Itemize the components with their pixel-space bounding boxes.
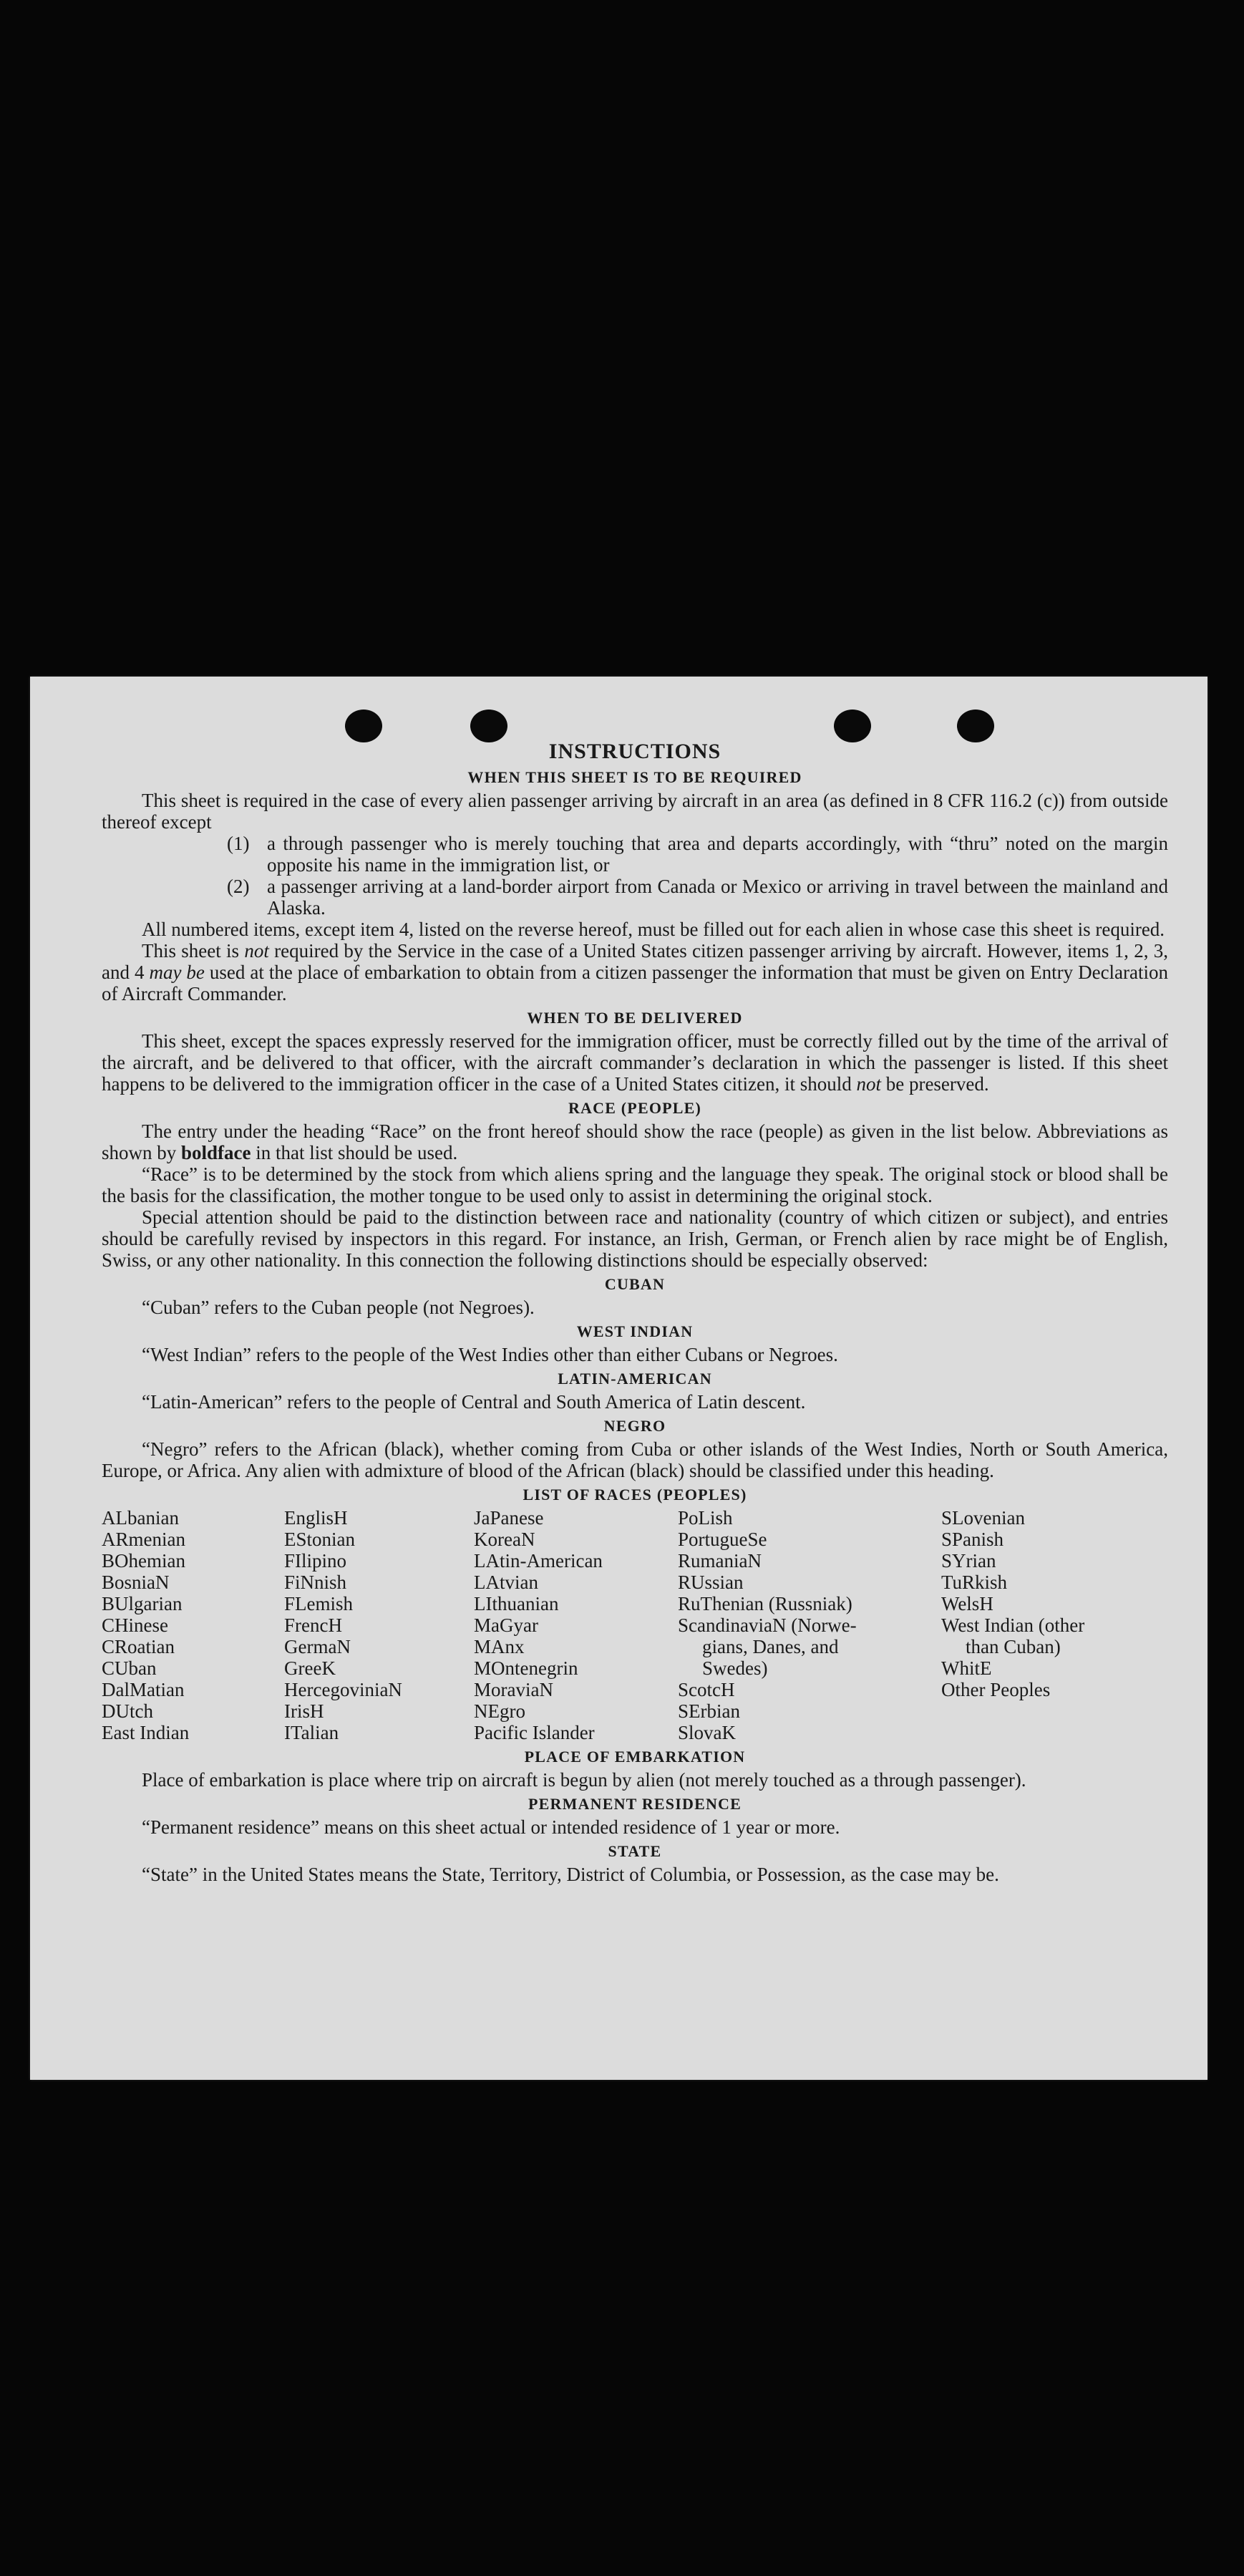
race-entry: LAtin-American: [474, 1550, 603, 1572]
race-entry: gians, Danes, and: [702, 1636, 839, 1657]
paragraph-latin-american: “Latin-American” refers to the people of Central and South America of Latin descent.: [142, 1391, 806, 1413]
heading-when-delivered: WHEN TO BE DELIVERED: [527, 1009, 743, 1027]
race-entry: SlovaK: [678, 1722, 736, 1743]
race-entry: BOhemian: [102, 1550, 185, 1572]
paragraph-citizen: [102, 940, 1168, 1004]
race-entry: MOntenegrin: [474, 1657, 578, 1679]
race-entry: GreeK: [284, 1657, 336, 1679]
race-entry: JaPanese: [474, 1507, 544, 1529]
paragraph-place-of-embarkation: Place of embarkation is place where trip on aircraft is begun by alien (not merely touched as a through passenger).: [142, 1769, 1026, 1791]
punch-hole: [345, 710, 382, 742]
race-entry: ARmenian: [102, 1529, 185, 1550]
citizen-text-maybe: may be: [149, 962, 205, 983]
race-entry: ALbanian: [102, 1507, 179, 1529]
race-entry: FrencH: [284, 1614, 342, 1636]
race-entry: WhitE: [941, 1657, 992, 1679]
race-entry: FiNnish: [284, 1572, 347, 1593]
race-entry: RumaniaN: [678, 1550, 762, 1572]
race-entry: RuThenian (Russniak): [678, 1593, 852, 1614]
race-entry: DUtch: [102, 1700, 153, 1722]
paragraph-west-indian: “West Indian” refers to the people of the West Indies other than either Cubans or Negroes.: [142, 1344, 838, 1365]
race-entry: LIthuanian: [474, 1593, 559, 1614]
paragraph-negro: “Negro” refers to the African (black), whether coming from Cuba or other islands of the West Indies, North or South America, Europe, or Africa. Any alien with admixture of blood of the African (black) should be classified under this heading.: [102, 1438, 1168, 1481]
page-title: INSTRUCTIONS: [548, 740, 721, 763]
heading-list-of-races: LIST OF RACES (PEOPLES): [523, 1486, 747, 1504]
race-entry: Other Peoples: [941, 1679, 1051, 1700]
heading-permanent-residence: PERMANENT RESIDENCE: [528, 1795, 742, 1813]
race-entry: RUssian: [678, 1572, 744, 1593]
exception-text: a passenger arriving at a land-border airport from Canada or Mexico or arriving in travel between the mainland and Alaska.: [267, 876, 1168, 919]
instructions-content: [102, 741, 1168, 1885]
race-entry: than Cuban): [966, 1636, 1061, 1657]
race-entry: ITalian: [284, 1722, 339, 1743]
paragraph-delivered: [102, 1030, 1168, 1095]
race-entry: NEgro: [474, 1700, 525, 1722]
heading-when-required: WHEN THIS SHEET IS TO BE REQUIRED: [467, 768, 802, 786]
race-text-b: in that list should be used.: [256, 1142, 458, 1163]
race-entry: LAtvian: [474, 1572, 538, 1593]
race-text-bold: boldface: [181, 1142, 251, 1163]
heading-race: RACE (PEOPLE): [568, 1099, 702, 1117]
race-entry: EStonian: [284, 1529, 355, 1550]
delivered-text-not: not: [856, 1073, 881, 1095]
races-column-4: [678, 1507, 941, 1743]
races-column-1: [102, 1507, 284, 1743]
race-entry: WelsH: [941, 1593, 993, 1614]
citizen-text-not: not: [244, 940, 269, 962]
race-entry: HercegoviniaN: [284, 1679, 402, 1700]
punch-hole: [834, 710, 871, 742]
race-entry: MAnx: [474, 1636, 525, 1657]
race-entry: DalMatian: [102, 1679, 185, 1700]
heading-negro: NEGRO: [603, 1417, 666, 1435]
race-entry: East Indian: [102, 1722, 190, 1743]
exception-text: a through passenger who is merely touching that area and departs accordingly, with “thru” noted on the margin opposite his name in the immigration list, or: [267, 833, 1168, 876]
paragraph-race-3: Special attention should be paid to the distinction between race and nationality (country of which citizen or subject), and entries should be carefully revised by inspectors in this regard. For instance, an Irish, German, or French alien by race might be of English, Swiss, or any other nationality. In this connection the following distinctions should be especially observed:: [102, 1206, 1168, 1271]
paragraph-required-intro: This sheet is required in the case of every alien passenger arriving by aircraft in an area (as defined in 8 CFR 116.2 (c)) from outside thereof except: [102, 790, 1168, 833]
exception-number: (1): [227, 833, 250, 854]
race-text-a: The entry under the heading “Race” on the front hereof should show the race (people) as given in the list below. Abbreviations as shown by: [102, 1120, 1168, 1163]
race-entry: SYrian: [941, 1550, 996, 1572]
race-entry: EnglisH: [284, 1507, 348, 1529]
race-entry: FLemish: [284, 1593, 354, 1614]
paragraph-race-1: [102, 1120, 1168, 1163]
race-entry: West Indian (other: [941, 1614, 1085, 1636]
paragraph-race-2: “Race” is to be determined by the stock from which aliens spring and the language they speak. The original stock or blood shall be the basis for the classification, the mother tongue to be used only to assist in determining the original stock.: [102, 1163, 1168, 1206]
races-column-5: [941, 1507, 1156, 1743]
heading-place-of-embarkation: PLACE OF EMBARKATION: [524, 1748, 746, 1766]
race-entry: PortugueSe: [678, 1529, 767, 1550]
race-entry: MoraviaN: [474, 1679, 553, 1700]
document-sheet: [30, 677, 1207, 2080]
race-entry: Pacific Islander: [474, 1722, 595, 1743]
paragraph-permanent-residence: “Permanent residence” means on this sheet actual or intended residence of 1 year or more.: [142, 1816, 840, 1838]
paragraph-state: “State” in the United States means the State, Territory, District of Columbia, or Possession, as the case may be.: [142, 1864, 999, 1885]
heading-cuban: CUBAN: [604, 1275, 666, 1293]
citizen-text-b: required by the Service in the case of a United States citizen passenger arriving by aircraft. However, items 1, 2, 3, and 4: [102, 940, 1168, 983]
race-entry: KoreaN: [474, 1529, 535, 1550]
races-list: [102, 1507, 1168, 1743]
race-entry: SLovenian: [941, 1507, 1025, 1529]
exception-item: [227, 876, 1168, 919]
race-entry: BosniaN: [102, 1572, 170, 1593]
heading-latin-american: LATIN-AMERICAN: [558, 1370, 712, 1388]
race-entry: SPanish: [941, 1529, 1004, 1550]
race-entry: BUlgarian: [102, 1593, 183, 1614]
races-column-3: [474, 1507, 678, 1743]
race-entry: CUban: [102, 1657, 157, 1679]
race-entry: SErbian: [678, 1700, 740, 1722]
punch-hole: [957, 710, 994, 742]
exception-number: (2): [227, 876, 250, 897]
race-entry: FIlipino: [284, 1550, 347, 1572]
race-entry: CHinese: [102, 1614, 168, 1636]
exception-item: [227, 833, 1168, 876]
paragraph-cuban: “Cuban” refers to the Cuban people (not Negroes).: [142, 1297, 535, 1318]
paragraph-numbered-items: All numbered items, except item 4, listed on the reverse hereof, must be filled out for each alien in whose case this sheet is required.: [142, 919, 1165, 940]
delivered-text-a: This sheet, except the spaces expressly reserved for the immigration officer, must be correctly filled out by the time of the arrival of the aircraft, and be delivered to that officer, with the aircraft commander’s declaration in which the passenger is listed. If this sheet happens to be delivered to the immigration officer in the case of a United States citizen, it should: [102, 1030, 1168, 1095]
race-entry: ScandinaviaN (Norwe-: [678, 1614, 857, 1636]
heading-state: STATE: [608, 1842, 662, 1860]
race-entry: ScotcH: [678, 1679, 735, 1700]
punch-hole: [470, 710, 507, 742]
heading-west-indian: WEST INDIAN: [576, 1322, 694, 1340]
race-entry: Swedes): [702, 1657, 768, 1679]
race-entry: TuRkish: [941, 1572, 1008, 1593]
citizen-text-a: This sheet is: [142, 940, 240, 962]
race-entry: MaGyar: [474, 1614, 538, 1636]
race-entry: CRoatian: [102, 1636, 175, 1657]
delivered-text-b: be preserved.: [885, 1073, 989, 1095]
race-entry: GermaN: [284, 1636, 351, 1657]
citizen-text-c: used at the place of embarkation to obtain from a citizen passenger the information that must be given on Entry Declaration of Aircraft Commander.: [102, 962, 1169, 1004]
race-entry: IrisH: [284, 1700, 324, 1722]
races-column-2: [284, 1507, 474, 1743]
race-entry: PoLish: [678, 1507, 733, 1529]
